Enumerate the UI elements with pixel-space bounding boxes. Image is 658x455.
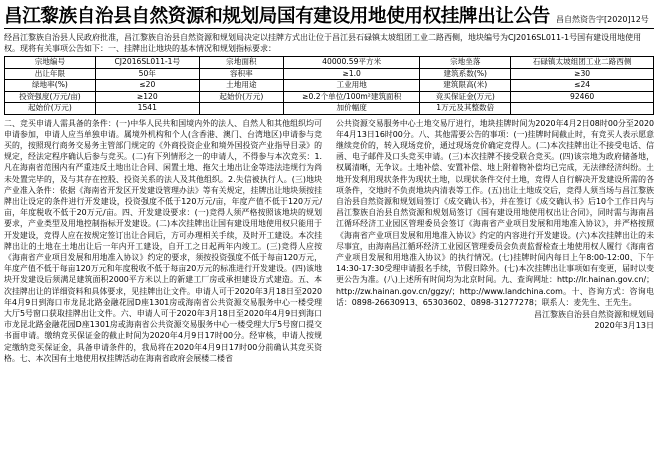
table-cell: 出让年限 [5,68,96,80]
table-row [5,57,654,69]
table-cell: ≤20 [95,80,199,92]
table-cell: 起始价(万元) [199,91,283,103]
signature-org: 昌江黎族自治县自然资源和规划局 [534,309,654,319]
signature-block [336,309,654,331]
land-parameters-table [4,56,654,115]
table-cell: 宗地坐落 [420,57,511,69]
notice-page [4,2,654,451]
table-cell: 1541 [95,103,199,115]
table-cell [199,103,283,115]
body-left-text: 二、竞买申请人需具备的条件：(一)中华人民共和国境内外的法人、自然人和其他组织均可申请参加，申请人应当单独申请。属境外机构和个人(含香港、澳门、台湾地区)申请参与竞买的，按照现行商务交易务主管部门规定的《外商投资企业和境外国投资产业指导目录》的规定，经法定程序确认后参与竞买。(二)有下列情形之一的申请人，不得参与本次竞买：1.凡在海南省范围内有严重违反土地出让合同、闲置土地、拖欠土地出让金等违法违规行为尚未处置完毕的，及与其存在控股、投资关系的法人及其他组织。2.失信被执行人。(三)地块产业准入条件：依据《海南省开发区开发建设管理办法》等有关规定，挂牌出让地块须按挂牌出让设定的条件进行开发建设，投资强度不低于120万元/亩，年度产值不低于120万元/亩，年度税收不低于20万元/亩。四、开发建设要求：(一)竞得人须严格按照该地块的规划要求，产业类型及用地控制指标开发建设。(二)本次挂牌出让国有建设用地使用权只能用于开发建设，竞得人应在按规定签订出让合同后，方可办理相关手续，及时开工建设。本次挂牌出让的土地在土地出让后一年内开工建设，自开工之日起两年内竣工。(三)竞得人应按《海南省产业项目发展和用地准入协议》约定的要求，须按投资强度不低于每亩120万元，年度产值不低于每亩120万元和年度税收不低于每亩20万元的标准进行开发建设。(四)该地块开发建设后须满足建筑面积2000平方米以上的新建工厂房或承担建设方式建造。五、本次挂牌出让的详细资料和具体要求，见挂牌出让文件。申请人可于2020年3月18日至2020年4月9日到海口市龙昆北路金融花园D座1301房或海南省公共资源交易服务中心一楼受理大厅5号窗口获取挂牌出让文件。六、申请人可于2020年3月18日至2020年4月9日到海口市龙昆北路金融花园D座1301房或海南省公共资源交易服务中心一楼受理大厅5号窗口提交书面申请。缴纳竞买保证金的截止时间为2020年4月9日17时00分。经审核，申请人按规定缴纳竞买保证金，具备申请条件的，我局将在2020年4月9日17时00分前确认其竞买资格。七、本次国有土地使用权挂牌活动在海南省政府会展楼二楼省 [4,118,322,363]
table-cell: 加价幅度 [284,103,420,115]
table-cell: 宗地面积 [199,57,283,69]
document-number: 昌自然资告字[2020]12号 [556,15,649,24]
body-right-column [336,118,654,364]
table-cell: 1万元及其整数倍 [420,103,511,115]
body-columns [4,118,654,364]
table-cell: 起始价(万元) [5,103,96,115]
table-row [5,91,654,103]
table-cell: 宗地编号 [5,57,96,69]
table-cell: 绿地率(%) [5,80,96,92]
signature-date: 2020年3月13日 [594,320,654,330]
table-cell [511,103,654,115]
notice-header [4,2,654,29]
table-cell: ≤24 [511,80,654,92]
body-left-column [4,118,322,364]
intro-paragraph: 经昌江黎族自治县人民政府批准，昌江黎族自治县自然资源和规划局决定以挂牌方式出让位于昌江县石碌镇太坡组团工业二路西侧，地块编号为CJ2016SL011-1号国有建设用地使用权。现将有关事项公告如下：一、挂牌出让地块的基本情况和规划指标要求： [4,33,642,53]
table-cell: 石碌镇太坡组团工业二路西侧 [511,57,654,69]
table-cell: 40000.59平方米 [284,57,420,69]
table-cell: 容积率 [199,68,283,80]
table-cell: 土地用途 [199,80,283,92]
table-row [5,80,654,92]
table-cell: 92460 [511,91,654,103]
table-cell: 工业用地 [284,80,420,92]
table-cell: ≥0.2个单位/100m²建筑面积 [284,91,420,103]
table-cell: CJ2016SL011-1号 [95,57,199,69]
table-cell: ≥1.0 [284,68,420,80]
table-row [5,103,654,115]
body-right-text: 公共资源交易服务中心土地交易厅进行，地块挂牌时间为2020年4月2日08时00分至2020年4月13日16时00分。八、其他需要公告的事项：(一)挂牌时间截止时，有竞买人表示愿意继续竞价的，转入现场竞价，通过现场竞价确定竞得人。(二)本次挂牌出让不接受电话、信函、电子邮件及口头竞买申请。(三)本次挂牌不接受联合竞买。(四)该宗地为政府储备地，权属清晰，无争议。土地补偿、安置补偿、地上附着物补偿均已完成，无法律经济纠纷。土地开发利用现状条件为现状土地，以现状条件交付土地，竞得人自行解决开发建设所需的各项条件，交地时不负责地块内清表等工作。(五)出让土地成交后，竞得人须当场与昌江黎族自治县自然资源和规划局签订《成交确认书》，并在签订《成交确认书》后10个工作日内与昌江黎族自治县自然资源和规划局签订《国有建设用地使用权出让合同》，同时需与海南昌江循环经济工业园区管理委员会签订《海南省产业项目发展和用地准入协议》，并严格按照《海南省产业项目发展和用地准入协议》约定的内容进行开发建设。(六)本次挂牌出让的未尽事宜，由海南昌江循环经济工业园区管理委员会负责监督检查土地使用权人履行《海南省产业项目发展和用地准入协议》的执行情况。(七)挂牌时间内每日上午8:00-12:00、下午14:30-17:30受理申请报名手续，节假日除外。(七)本次挂牌出让事项如有变更，届时以变更公告为准。(八)上述所有时间均为北京时间。九、查询网址：http://lr.hainan.gov.cn/；http://zw.hainan.gov.cn/ggzy/；http://www.landchina.com。十、咨询方式：咨询电话：0898-26630913、65303602、0898-31277278；联系人：麦先生、王先生。 [336,118,654,307]
notice-title: 昌江黎族自治县自然资源和规划局国有建设用地使用权挂牌出让公告 [4,6,551,27]
table-cell: 建筑系数(%) [420,68,511,80]
table-cell: 建筑限高(米) [420,80,511,92]
table-cell: 投资强度(万元/亩) [5,91,96,103]
table-cell: ≥30 [511,68,654,80]
table-row [5,68,654,80]
table-cell: ≥120 [95,91,199,103]
table-cell: 竞买保证金(万元) [420,91,511,103]
table-cell: 50年 [95,68,199,80]
